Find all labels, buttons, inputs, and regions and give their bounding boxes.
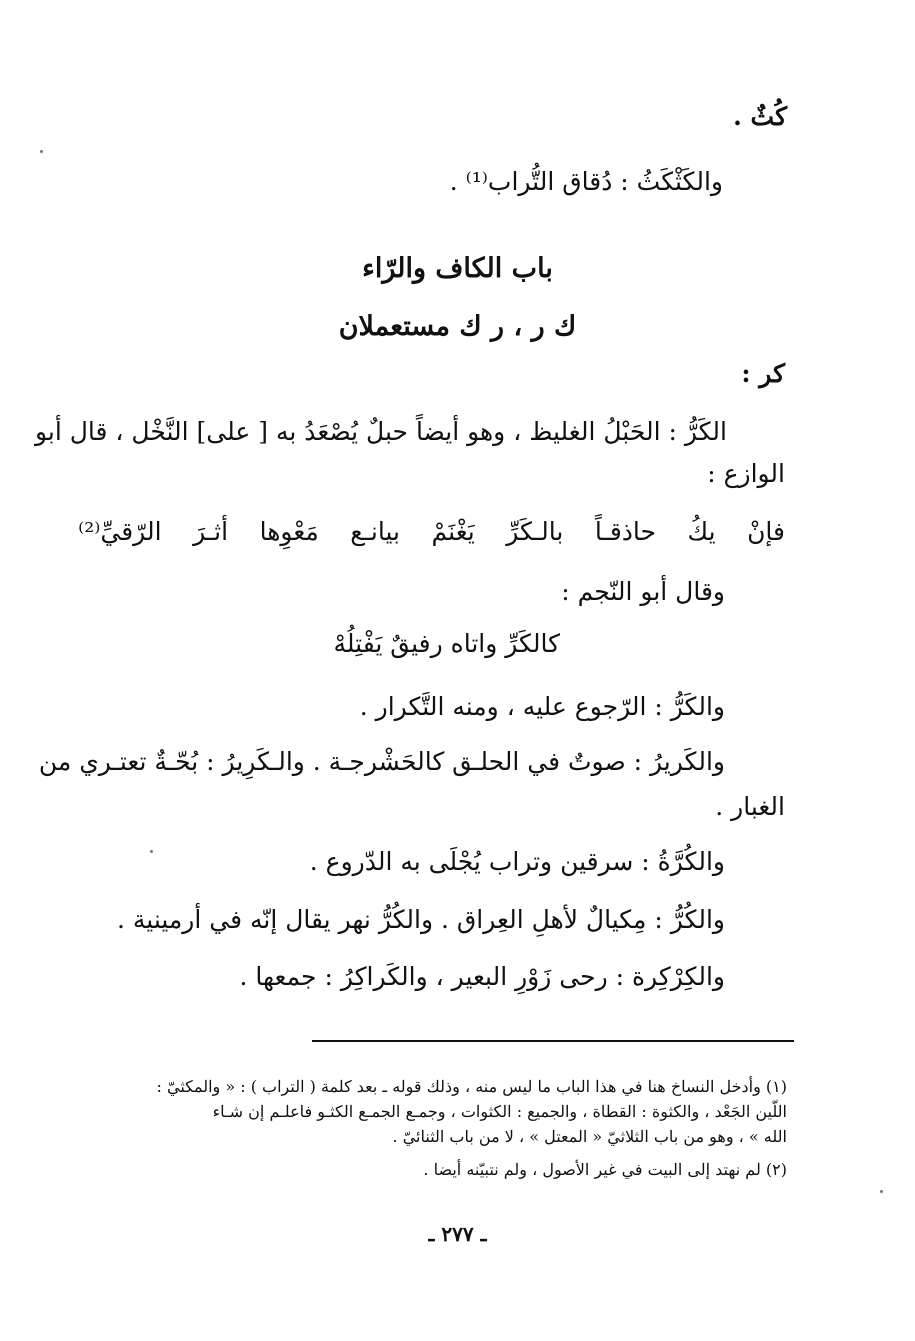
chapter-subtitle: ك ر ، ر ك مستعملان (338, 311, 577, 342)
footnote-1-line3: الله » ، وهو من باب الثلاثيّ « المعتل » ، لا من باب الثنائيّ . (392, 1127, 787, 1146)
entry-karr-return: والكَرُّ : الرّجوع عليه ، ومنه التَّكرار . (359, 692, 725, 721)
footnote-2: (٢) لم نهتد إلى البيت في غير الأصول ، ولم نتبيّنه أيضا . (423, 1160, 787, 1179)
scan-speck (40, 150, 43, 153)
page-number: ـ ٢٧٧ ـ (428, 1222, 487, 1246)
top-fragment: كُثٌ . (733, 102, 787, 131)
footnote-1-line2: اللّين الجَعْد ، والكثوة : القطاة ، والجميع : الكثوات ، وجمـع الجمـع الكثـو فاعلـم إن شـاء (212, 1102, 787, 1121)
entry-karr-rope-line2: الوازع : (707, 459, 785, 488)
verse-word: مَعْوِها (259, 517, 319, 546)
entry-kurra: والكُرَّةُ : سرقين وتراب يُجْلَى به الدّروع . (309, 847, 725, 876)
verse-line-1 (78, 515, 785, 549)
root-heading: كر : (741, 359, 785, 388)
verse-word: الرّقيِّ⁽²⁾ (78, 517, 162, 546)
footnote-separator (312, 1040, 794, 1042)
entry-kurr-measure: والكُرُّ : مِكيالٌ لأهلِ العِراق . والكُرُّ نهر يقال إنّه في أرمينية . (116, 905, 725, 934)
verse-word: يَغْنَمْ (431, 517, 475, 546)
verse-line-2: كالكَرِّ واتاه رفيقٌ يَفْتِلُهْ (333, 629, 560, 658)
kathkath-entry: والكَثْكَثُ : دُقاق التُّراب⁽¹⁾ . (449, 167, 723, 196)
chapter-title: باب الكاف والرّاء (362, 253, 553, 284)
entry-karir-line2: الغبار . (715, 792, 785, 821)
scan-speck (880, 1190, 883, 1193)
verse-word: فإنْ (747, 517, 785, 546)
entry-karr-rope-line1: الكَرُّ : الحَبْلُ الغليظ ، وهو أيضاً حبلٌ يُصْعَدُ به [ على] النَّخْل ، قال أبو (34, 417, 727, 446)
scan-speck (150, 850, 153, 853)
verse-word: أثـرَ (193, 517, 229, 546)
footnote-1-line1: (١) وأدخل النساخ هنا في هذا الباب ما ليس منه ، وذلك قوله ـ بعد كلمة ( التراب ) : « والمكثيّ : (156, 1077, 787, 1096)
verse-word: يكُ (687, 517, 716, 546)
verse-word: حاذقـاً (594, 517, 656, 546)
entry-karir-line1: والكَريرُ : صوتٌ في الحلـق كالحَشْرجـة . والـكَرِيرُ : بُحّـةٌ تعتـري من (38, 747, 725, 776)
entry-kirkira: والكِرْكِرة : رحى زَوْرِ البعير ، والكَراكِرُ : جمعها . (239, 962, 725, 991)
abu-najm-intro: وقال أبو النّجم : (561, 577, 725, 606)
verse-word: بيانـع (350, 517, 401, 546)
verse-word: بالـكَرِّ (506, 517, 564, 546)
